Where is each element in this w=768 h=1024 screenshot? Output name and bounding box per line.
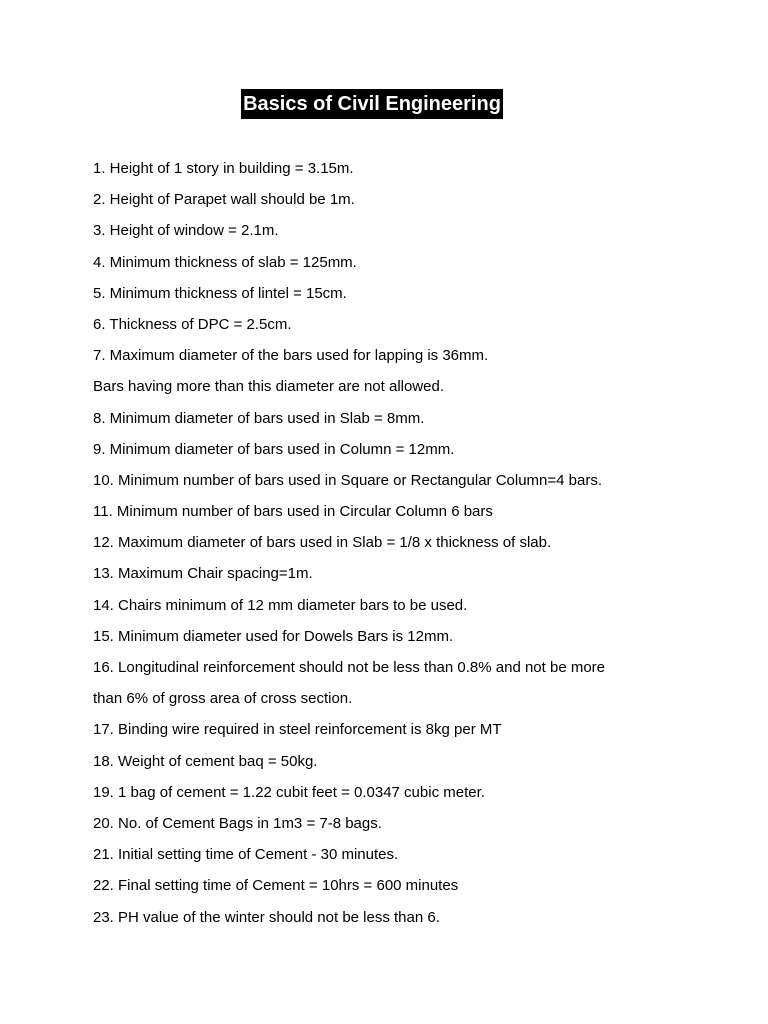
list-item: 13. Maximum Chair spacing=1m. bbox=[93, 565, 313, 583]
list-item: 18. Weight of cement baq = 50kg. bbox=[93, 752, 318, 770]
list-item: 12. Maximum diameter of bars used in Slab = 1/8 x thickness of slab. bbox=[93, 534, 552, 552]
list-item: 16. Longitudinal reinforcement should not be less than 0.8% and not be more bbox=[93, 659, 606, 676]
list-item: 23. PH value of the winter should not be less than 6. bbox=[93, 908, 440, 926]
list-item: 22. Final setting time of Cement = 10hrs = 600 minutes bbox=[93, 877, 459, 895]
list-item: 17. Binding wire required in steel reinforcement is 8kg per MT bbox=[93, 721, 502, 739]
list-item: 6. Thickness of DPC = 2.5cm. bbox=[93, 315, 292, 333]
list-item: 14. Chairs minimum of 12 mm diameter bars to be used. bbox=[93, 596, 468, 614]
list-item: 9. Minimum diameter of bars used in Column = 12mm. bbox=[93, 440, 455, 458]
list-item: 21. Initial setting time of Cement - 30 minutes. bbox=[93, 846, 399, 864]
list-item: 20. No. of Cement Bags in 1m3 = 7-8 bags. bbox=[93, 814, 382, 832]
list-item-continuation: Bars having more than this diameter are not allowed. bbox=[93, 378, 445, 396]
title-container bbox=[0, 89, 768, 119]
list-item-continuation: than 6% of gross area of cross section. bbox=[93, 690, 353, 708]
list-item: 1. Height of 1 story in building = 3.15m. bbox=[93, 160, 354, 177]
list-item: 7. Maximum diameter of the bars used for lapping is 36mm. bbox=[93, 347, 489, 365]
list-item: 2. Height of Parapet wall should be 1m. bbox=[93, 191, 355, 209]
list-item: 15. Minimum diameter used for Dowels Bars is 12mm. bbox=[93, 627, 454, 645]
list-item: 5. Minimum thickness of lintel = 15cm. bbox=[93, 284, 347, 302]
list-item: 11. Minimum number of bars used in Circular Column 6 bars bbox=[93, 503, 493, 521]
list-item: 4. Minimum thickness of slab = 125mm. bbox=[93, 253, 357, 271]
list-item: 19. 1 bag of cement = 1.22 cubit feet = 0.0347 cubic meter. bbox=[93, 783, 485, 801]
document-title: Basics of Civil Engineering bbox=[241, 89, 503, 119]
facts-list bbox=[93, 153, 713, 933]
list-item: 8. Minimum diameter of bars used in Slab = 8mm. bbox=[93, 409, 425, 427]
list-item: 3. Height of window = 2.1m. bbox=[93, 222, 279, 240]
list-item: 10. Minimum number of bars used in Square or Rectangular Column=4 bars. bbox=[93, 471, 603, 489]
